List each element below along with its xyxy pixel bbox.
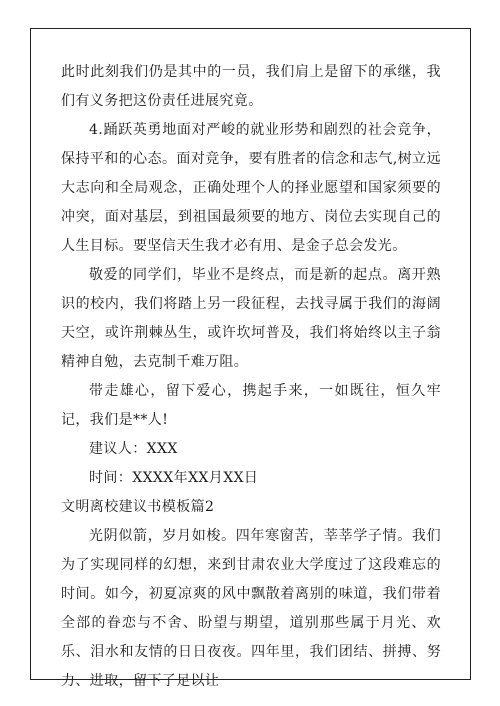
paragraph-continuation: 此时此刻我们仍是其中的一员，我们肩上是留下的承继，我们有义务把这份责任进展究竟。 [61,64,441,109]
paragraph-article-2: 光阴似箭，岁月如梭。四年寒窗苦，莘莘学子情。我们为了实现同样的幻想，来到甘肃农业大学度过了这段难忘的时间。如今，初夏凉爽的风中飘散着离别的味道，我们带着全部的眷恋与不舍、盼望与期望，道别那些属于月光、欢乐、泪水和友情的日日夜夜。四年里，我们团结、拼搏、努力、进取，留下了足以让 [61,528,441,689]
date-line: 时间：XXXX年XX月XX日 [89,470,259,486]
document-body [61,58,441,696]
page-border-right [470,28,471,680]
paragraph-point-4: 4.踊跃英勇地面对严峻的就业形势和剧烈的社会竞争，保持平和的心态。面对竞争，要有胜者的信念和志气,树立远大志向和全局观念，正确处理个人的择业愿望和国家须要的冲突，面对基层，到祖国最须要的地方、岗位去实现自己的人生目标。要坚信天生我才必有用、是金子总会发光。 [61,122,441,254]
paragraph-slogan: 带走雄心，留下爱心，携起手来，一如既往，恒久牢记，我们是**人! [61,383,441,428]
page-border-left [30,28,31,680]
proposer-line: 建议人：XXX [89,441,178,457]
page-border-top [30,28,470,29]
paragraph-address: 敬爱的同学们，毕业不是终点，而是新的起点。离开熟识的校内，我们将踏上另一段征程，去找寻属于我们的海阔天空，或许荆棘丛生，或许坎坷普及，我们将始终以主子翁精神自勉，去克制千难万阻。 [61,267,441,370]
section-title: 文明离校建议书模板篇2 [61,499,215,515]
